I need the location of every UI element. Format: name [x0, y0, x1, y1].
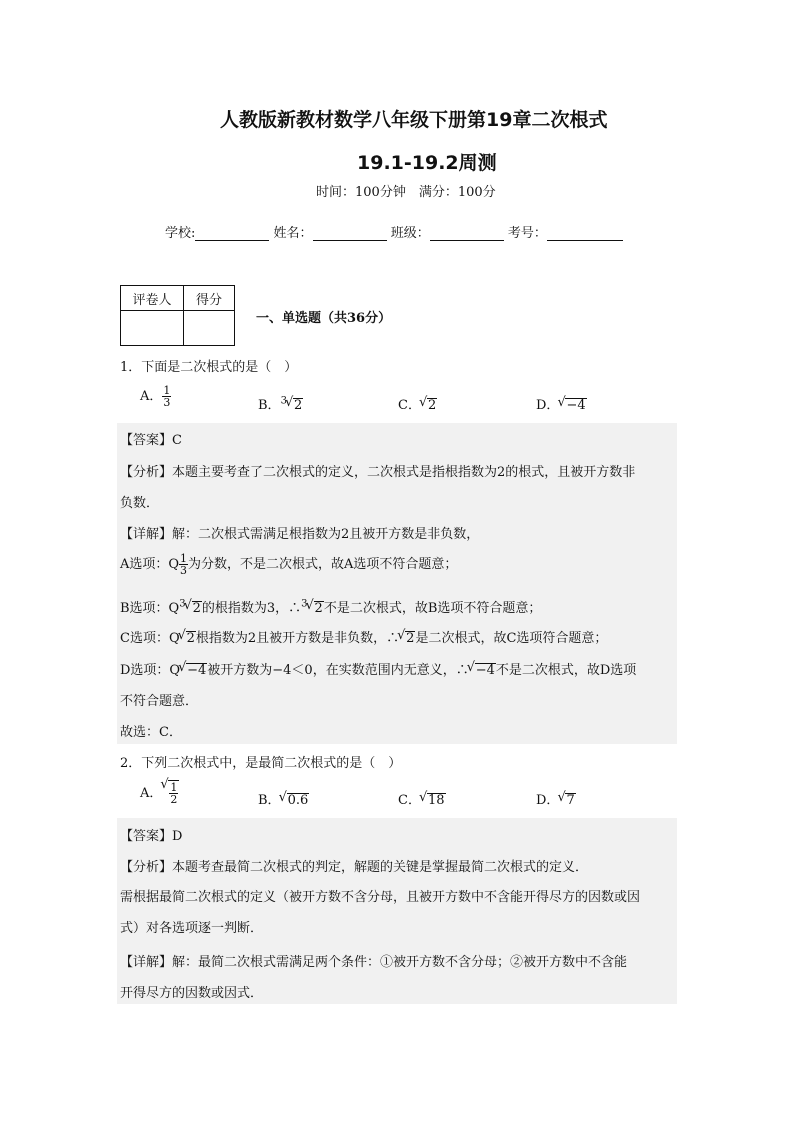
score-cell	[184, 311, 235, 346]
class-blank[interactable]	[430, 226, 504, 241]
q2-solution-box	[117, 818, 677, 1004]
q1-analysis-2: 负数．	[120, 496, 160, 511]
q2-option-a: A． √ $\frac{1}{2}$	[140, 780, 179, 805]
q1-detail-a: A选项：Q $\frac{1}{3}$ 为分数，不是二次根式，故A选项不符合题意；	[120, 552, 458, 577]
name-blank[interactable]	[313, 226, 387, 241]
time-info: 时间：100分钟 满分：100分	[316, 185, 496, 200]
q1-option-c: C．√ 2	[398, 394, 437, 413]
q1-option-a: A． $\frac{1}{3}$	[140, 384, 171, 409]
q2-option-b: B．√ 0.6	[258, 789, 309, 808]
q2-analysis: 【分析】本题考查最简二次根式的判定，解题的关键是掌握最简二次根式的定义．	[120, 860, 589, 875]
q2-detail-1: 【详解】解：最简二次根式需满足两个条件：①被开方数不含分母；②被开方数中不含能	[120, 955, 628, 970]
q2-stem: 2．下列二次根式中，是最简二次根式的是（ ）	[120, 756, 402, 771]
school-label: 学校:	[165, 226, 196, 241]
q1-conclusion: 故选：C．	[120, 725, 182, 740]
score-header: 得分	[184, 286, 235, 311]
q1-detail: 【详解】解：二次根式需满足根指数为2且被开方数是非负数，	[120, 527, 480, 542]
q1-option-b: B．$^3$√ 2	[258, 394, 303, 413]
number-blank[interactable]	[547, 226, 623, 241]
q1-detail-c: C选项：Q√ 2根指数为2且被开方数是非负数，∴√ 2是二次根式，故C选项符合题意；	[120, 627, 607, 646]
section-title: 一、单选题（共36分）	[256, 311, 392, 326]
school-blank[interactable]	[195, 226, 269, 241]
q2-analysis-2: 需根据最简二次根式的定义（被开方数不含分母，且被开方数中不含能开得尽方的因数或因	[120, 890, 641, 905]
student-info-row	[165, 222, 623, 241]
q2-analysis-3: 式）对各选项逐一判断．	[120, 921, 264, 936]
q1-answer: 【答案】C	[120, 433, 182, 448]
title-line-2: 19.1-19.2周测	[357, 152, 497, 174]
score-table	[120, 285, 235, 346]
q2-option-d: D．√ 7	[536, 789, 576, 808]
name-label: 姓名：	[273, 226, 313, 241]
grader-cell	[121, 311, 184, 346]
q1-option-d: D．√ −4	[536, 394, 587, 413]
q2-option-c: C．√ 18	[398, 789, 446, 808]
grader-header: 评卷人	[121, 286, 184, 311]
q1-stem: 1．下面是二次根式的是（ ）	[120, 360, 298, 375]
q2-detail-2: 开得尽方的因数或因式．	[120, 986, 264, 1001]
title-line-1: 人教版新教材数学八年级下册第19章二次根式	[220, 109, 608, 131]
q1-detail-d-line2: 不符合题意．	[120, 694, 199, 709]
q1-analysis-1: 【分析】本题主要考查了二次根式的定义，二次根式是指根指数为2的根式，且被开方数非	[120, 465, 636, 480]
class-label: 班级：	[390, 226, 430, 241]
q2-answer: 【答案】D	[120, 829, 183, 844]
number-label: 考号：	[507, 226, 547, 241]
q1-detail-d: D选项：Q√ −4被开方数为−4＜0，在实数范围内无意义，∴√ −4不是二次根式，故D选项	[120, 659, 636, 678]
q1-detail-b: B选项：$Q^3√$ 2的根指数为3，∴$^3$√ 2不是二次根式，故B选项不符合题意；	[120, 597, 541, 616]
